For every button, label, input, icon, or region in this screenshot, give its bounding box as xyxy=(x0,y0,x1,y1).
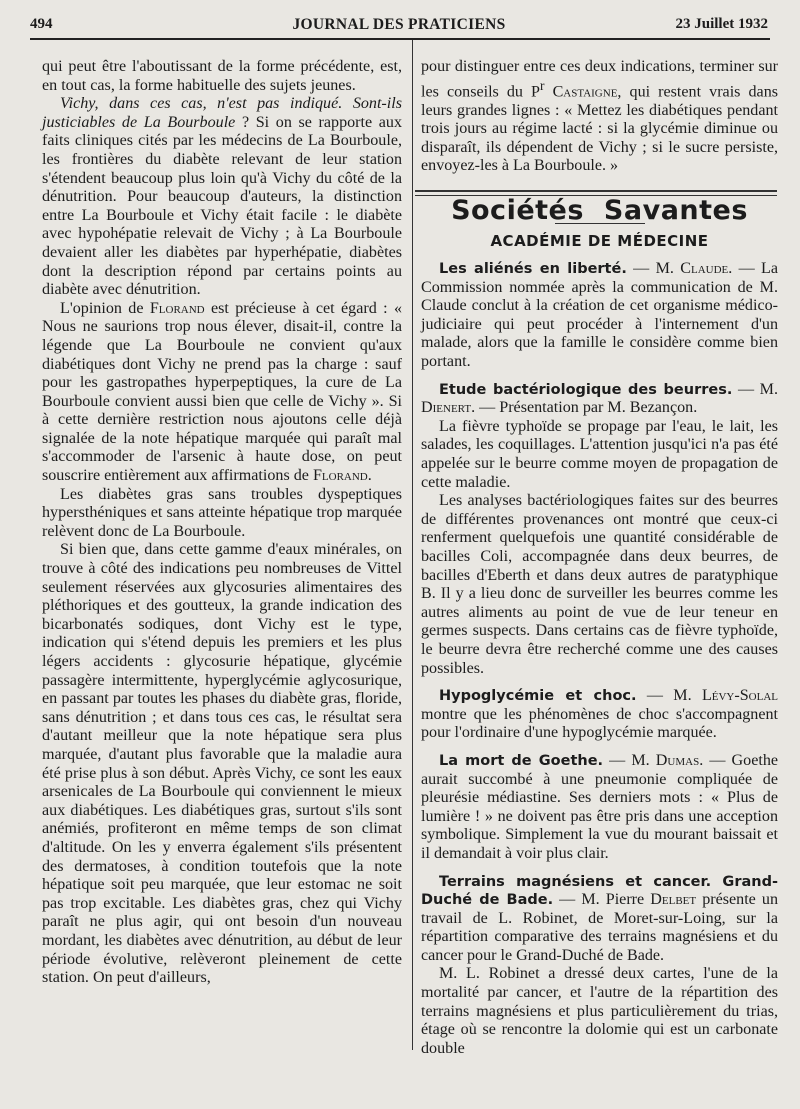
report-item xyxy=(421,381,778,418)
paragraph-text: L'opinion de xyxy=(60,299,150,317)
author-name: Florand xyxy=(149,299,205,317)
column-divider xyxy=(412,40,413,1050)
report-text: . — La Commission nommée après la communication de M. Claude conclut à la création de cet organisme médico-judiciaire qui peut procéder à l'internement d'un malade, alors que la famille le considère comme bien portant. xyxy=(421,260,779,371)
report-text: . — Goethe aurait succombé à une pneumonie compliquée de pleurésie médiastine. Ses derniers mots : « Plus de lumière ! » ne doivent pas être pris dans une acception symbolique. Simplement la vue du mourant baissait et il demandait à voir plus clair. xyxy=(421,751,779,862)
report-author: Dumas xyxy=(655,751,700,769)
section-title-word: Sociétés xyxy=(451,194,584,226)
page-number: 494 xyxy=(30,16,53,32)
report-title: Hypoglycémie et choc. xyxy=(439,688,637,705)
report-author: Delbet xyxy=(650,891,697,909)
paragraph-text: , qui restent vrais dans leurs grandes lignes : « Mettez les diabétiques pendant trois jours au régime lacté : si la glycémie diminue ou disparaît, ils dépendent de Vichy ; si le sucre persiste, envoyez-les à La Bourboule. » xyxy=(421,82,779,175)
report-text: — M. xyxy=(603,751,656,769)
left-column xyxy=(42,58,402,988)
report-title: Les aliénés en liberté. xyxy=(439,261,627,278)
paragraph: Si bien que, dans cette gamme d'eaux minérales, on trouve à côté des indications peu nombreuses de Vittel seulement réservées aux glycosuries alimentaires des pléthoriques et des goutteux, la grande indication des bicarbonatés sodiques, dont Vichy est le type, indication qui s'étend depuis les premiers et les plus légers accidents : glycosurie hépatique, glycémie passagère intermittente, hyperglycémie aglycosurique, en passant par toutes les phases du diabète gras, floride, sans dénutrition ; et dans tous ces cas, le résultat sera d'autant meilleur que la note hépatique sera plus marquée, d'autant plus favorable que la maladie aura été prise plus à son début. Après Vichy, ce sont les eaux arsenicales de La Bourboule qui conviennent le mieux aux diabétiques. Les diabétiques gras, surtout s'ils sont anémiés, profiteront en même temps de son climat d'altitude. On les y enverra également s'ils présentent des dermatoses, à condition toutefois que la note hépatique soit peu marquée, que leur estomac ne soit pas trop excitable. Les diabètes gras, chez qui Vichy paraît ne plus agir, qui ont besoin d'un nouveau mordant, les diabètes avec dénutrition, au début de leur période évolutive, relèveront pleinement de cette station. On peut d'ailleurs, xyxy=(42,541,402,987)
italic-question: Vichy, dans ces cas, n'est pas indiqué. Sont-ils justiciables de La Bourboule xyxy=(42,95,402,131)
paragraph-text: . xyxy=(367,467,372,485)
report-author: Lévy-Solal xyxy=(701,687,779,705)
issue-date: 23 Juillet 1932 xyxy=(675,16,768,32)
report-item xyxy=(421,687,778,743)
paragraph: La fièvre typhoïde se propage par l'eau, le lait, les salades, les coquillages. L'attention jusqu'ici n'a pas été appelée sur le beurre comme moyen de propagation de cette maladie. xyxy=(421,417,778,491)
superscript: r xyxy=(540,77,545,93)
running-header xyxy=(30,16,768,38)
paragraph-text: est précieuse à cet égard : « Nous ne saurions trop nous élever, disait-il, contre la légende que La Bourboule ne convient qu'aux diabétiques dont Vichy ne prend pas la charge : sauf pour les gastropathes hyperpeptiques, la cure de La Bourboule convient aussi bien que celle de Vichy ». Si à cette dernière restriction nous ajoutons celle déjà signalée de la note hépatique marquée qui paraît mal s'accommoder de l'arsenic à haute dose, on peut souscrire entièrement aux affirmations de xyxy=(42,299,402,485)
paragraph xyxy=(42,95,402,300)
paragraph xyxy=(421,58,778,176)
report-author: Claude xyxy=(680,260,729,278)
report-item xyxy=(421,260,778,372)
paragraph: Les diabètes gras sans troubles dyspeptiques hypersthéniques et sans atteinte hépatique trop marquée relèvent donc de La Bourboule. xyxy=(42,485,402,540)
report-item xyxy=(421,873,778,966)
report-author: Dienert xyxy=(421,399,472,417)
section-title xyxy=(421,194,778,226)
paragraph: M. L. Robinet a dressé deux cartes, l'une de la mortalité par cancer, et l'autre de la répartition des terrains magnésiens et plus particulièrement du trias, étage où se rencontre la dolomie qui est un carbonate double xyxy=(421,965,778,1057)
report-text: — M. xyxy=(626,260,681,278)
report-item xyxy=(421,752,778,864)
report-title: Etude bactériologique des beurres. xyxy=(439,381,733,398)
report-text: — M. xyxy=(636,687,702,705)
report-title: La mort de Goethe. xyxy=(439,752,604,769)
report-text: . — Présentation par M. Bezançon. xyxy=(471,399,698,417)
paragraph xyxy=(42,300,402,486)
report-title: Terrains magnésiens et cancer. Grand-Duché de Bade. xyxy=(421,873,778,909)
author-name: Florand xyxy=(312,467,368,485)
paragraph-text: ? Si on se rapporte aux faits cliniques cités par les médecins de La Bourboule, les frontières du diabète relevant de leur station s'étendent beaucoup plus loin qu'à Vichy du côté de la dénutrition. Pour beaucoup d'auteurs, la distinction entre La Bourboule et Vichy était facile : le diabète avec hypohépatie relevait de Vichy ; à La Bourboule devaient aller les diabètes par hyperhépatie, diabètes dont la description répond par certains points au diabète avec dénutrition. xyxy=(42,113,403,299)
right-column xyxy=(421,58,778,1058)
paragraph: Les analyses bactériologiques faites sur des beurres de différentes provenances ont montré que ceux-ci renferment quelquefois une quantité considérable de bacilles Coli, accompagnée dans deux beurres, de bacilles d'Eberth et dans deux autres de paratyphique B. Il y a lieu donc de surveiller les beurres comme les autres aliments au point de vue de leur teneur en germes suspects. Dans certains cas de fièvre typhoïde, le beurre devra être recherché comme une des causes possibles. xyxy=(421,492,778,677)
report-text: présente un travail de L. Robinet, de Moret-sur-Loing, sur la répartition comparative des terrains magnésiens et du cancer pour le Grand-Duché de Bade. xyxy=(421,891,778,964)
paragraph-text: pour distinguer entre ces deux indications, terminer sur les conseils du P xyxy=(421,58,778,100)
section-title-word: Savantes xyxy=(603,194,748,226)
report-text: montre que les phénomènes de choc s'accompagnent pour l'ordinaire d'une hypoglycémie marquée. xyxy=(421,705,778,742)
report-text: — M. xyxy=(732,380,778,398)
paragraph: qui peut être l'aboutissant de la forme précédente, est, en tout cas, la forme habituelle des sujets jeunes. xyxy=(42,58,402,94)
author-name: Castaigne xyxy=(544,82,618,100)
journal-title: JOURNAL DES PRATICIENS xyxy=(292,16,506,33)
header-rule xyxy=(30,38,770,40)
report-text: — M. Pierre xyxy=(553,891,651,909)
academy-heading: ACADÉMIE DE MÉDECINE xyxy=(490,231,709,250)
